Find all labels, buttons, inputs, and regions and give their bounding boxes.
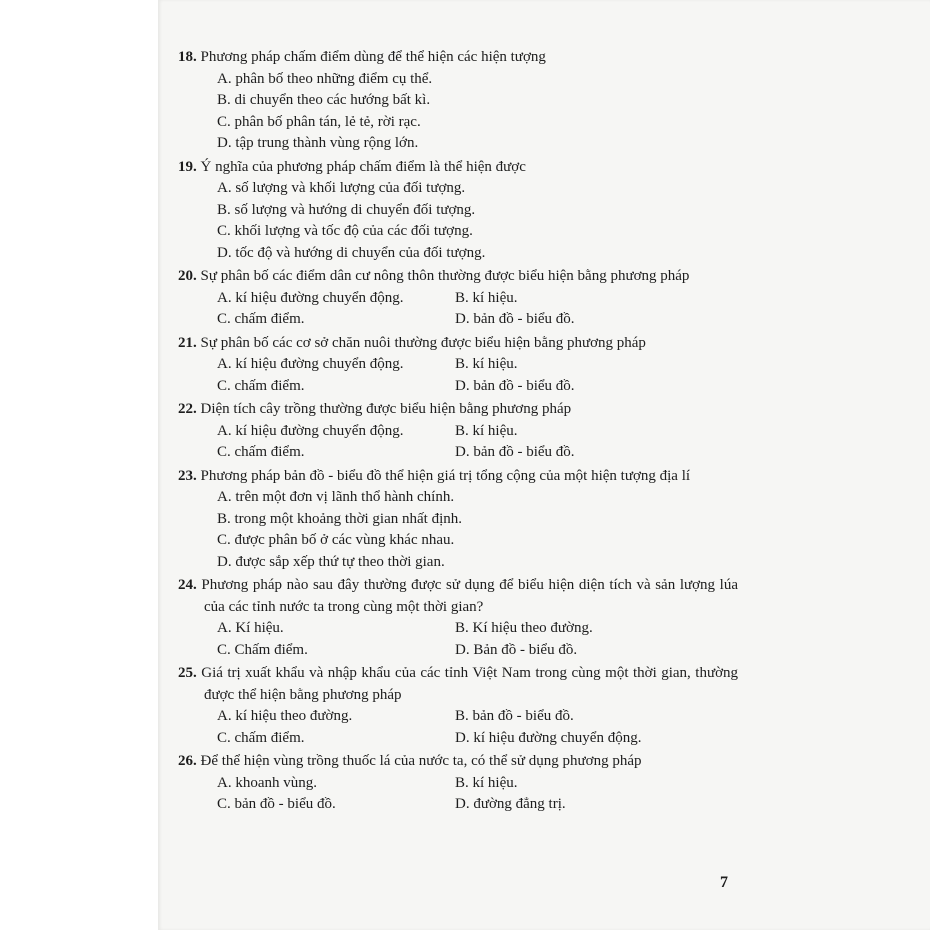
option-d: D. bản đồ - biểu đồ. (455, 311, 575, 327)
question-stem: Ý nghĩa của phương pháp chấm điểm là thể hiện được (200, 158, 526, 175)
option-a: A. khoanh vùng. (217, 774, 317, 791)
option-a: A. kí hiệu đường chuyển động. (217, 356, 404, 372)
option-a: A. kí hiệu theo đường. (217, 708, 353, 724)
option-b: B. Kí hiệu theo đường. (455, 620, 593, 636)
question-stem: Để thể hiện vùng trồng thuốc lá của nước ta, có thể sử dụng phương pháp (200, 753, 642, 769)
question-20 (178, 266, 738, 331)
option-d: D. tập trung thành vùng rộng lớn. (217, 135, 419, 151)
question-text (178, 399, 738, 421)
question-number: 25. (178, 665, 197, 681)
option-a: A. kí hiệu đường chuyển động. (217, 289, 404, 306)
options-row (178, 421, 738, 443)
options-row (178, 354, 738, 376)
option-a: A. Kí hiệu. (217, 620, 284, 636)
option-d: D. Bản đồ - biểu đồ. (455, 641, 578, 658)
option-d: D. tốc độ và hướng di chuyển của đối tượng. (217, 244, 486, 261)
question-23 (178, 466, 738, 574)
options-row (178, 728, 738, 750)
option-d: D. bản đồ - biểu đồ. (455, 444, 575, 460)
option-b: B. kí hiệu. (455, 289, 518, 306)
question-list (178, 47, 738, 818)
question-stem: Giá trị xuất khẩu và nhập khẩu của các tỉnh Việt Nam trong cùng một thời gian, thường được thể hiện bằng phương pháp (201, 665, 739, 703)
options-row (178, 618, 738, 640)
question-text (178, 663, 738, 706)
option-c: C. chấm điểm. (217, 444, 305, 460)
options-row (178, 773, 738, 795)
question-number: 23. (178, 467, 197, 484)
option-c: C. chấm điểm. (217, 311, 305, 327)
options-row (178, 309, 738, 331)
question-text (178, 466, 738, 488)
question-number: 18. (178, 49, 197, 65)
option-c: C. được phân bố ở các vùng khác nhau. (217, 532, 455, 548)
question-text (178, 266, 738, 288)
option-c: C. phân bố phân tán, lẻ tẻ, rời rạc. (217, 113, 421, 130)
option-d: D. được sắp xếp thứ tự theo thời gian. (217, 553, 445, 570)
option-d: D. kí hiệu đường chuyển động. (455, 729, 642, 746)
question-22 (178, 399, 738, 464)
question-text (178, 47, 738, 69)
option-b: B. kí hiệu. (455, 422, 518, 439)
option-c: C. khối lượng và tốc độ của các đối tượng. (217, 223, 473, 239)
option-d: D. đường đẳng trị. (455, 796, 566, 812)
option-b: B. kí hiệu. (455, 774, 518, 791)
options-row (178, 442, 738, 464)
question-number: 20. (178, 268, 197, 284)
option-b: B. số lượng và hướng di chuyển đối tượng. (217, 201, 476, 218)
question-stem: Sự phân bố các cơ sở chăn nuôi thường được biểu hiện bằng phương pháp (200, 334, 646, 351)
option-a: A. số lượng và khối lượng của đối tượng. (217, 180, 466, 196)
question-26 (178, 751, 738, 816)
page-number: 7 (720, 874, 728, 891)
options-row (178, 640, 738, 662)
option-d: D. bản đồ - biểu đồ. (455, 377, 575, 394)
option-a: A. phân bố theo những điểm cụ thể. (217, 70, 433, 87)
question-number: 21. (178, 334, 197, 351)
question-stem: Phương pháp chấm điểm dùng để thể hiện các hiện tượng (200, 49, 546, 65)
options-row (178, 288, 738, 310)
question-24 (178, 575, 738, 661)
question-stem: Sự phân bố các điểm dân cư nông thôn thường được biểu hiện bằng phương pháp (200, 268, 690, 284)
question-number: 19. (178, 158, 197, 175)
question-18 (178, 47, 738, 155)
options-row (178, 376, 738, 398)
question-19 (178, 157, 738, 265)
option-b: B. kí hiệu. (455, 356, 518, 372)
question-number: 22. (178, 401, 197, 417)
options-row (178, 794, 738, 816)
question-stem: Diện tích cây trồng thường được biểu hiện bằng phương pháp (200, 401, 572, 417)
option-b: B. trong một khoảng thời gian nhất định. (217, 510, 462, 527)
question-text (178, 157, 738, 179)
option-b: B. bản đồ - biểu đồ. (455, 708, 574, 724)
question-text (178, 751, 738, 773)
question-25 (178, 663, 738, 749)
question-number: 26. (178, 753, 197, 769)
question-text (178, 333, 738, 355)
option-a: A. kí hiệu đường chuyển động. (217, 422, 404, 439)
option-a: A. trên một đơn vị lãnh thổ hành chính. (217, 489, 455, 505)
question-stem: Phương pháp nào sau đây thường được sử dụng để biểu hiện diện tích và sản lượng lúa của các tỉnh nước ta trong cùng một thời gian? (201, 577, 739, 615)
option-c: C. Chấm điểm. (217, 641, 308, 658)
question-number: 24. (178, 577, 197, 593)
option-c: C. bản đồ - biểu đồ. (217, 796, 336, 812)
option-c: C. chấm điểm. (217, 377, 305, 394)
question-text (178, 575, 738, 618)
question-stem: Phương pháp bản đồ - biểu đồ thể hiện giá trị tổng cộng của một hiện tượng địa lí (200, 467, 691, 484)
question-21 (178, 333, 738, 398)
option-c: C. chấm điểm. (217, 729, 305, 746)
options-row (178, 706, 738, 728)
option-b: B. di chuyển theo các hướng bất kì. (217, 92, 431, 108)
